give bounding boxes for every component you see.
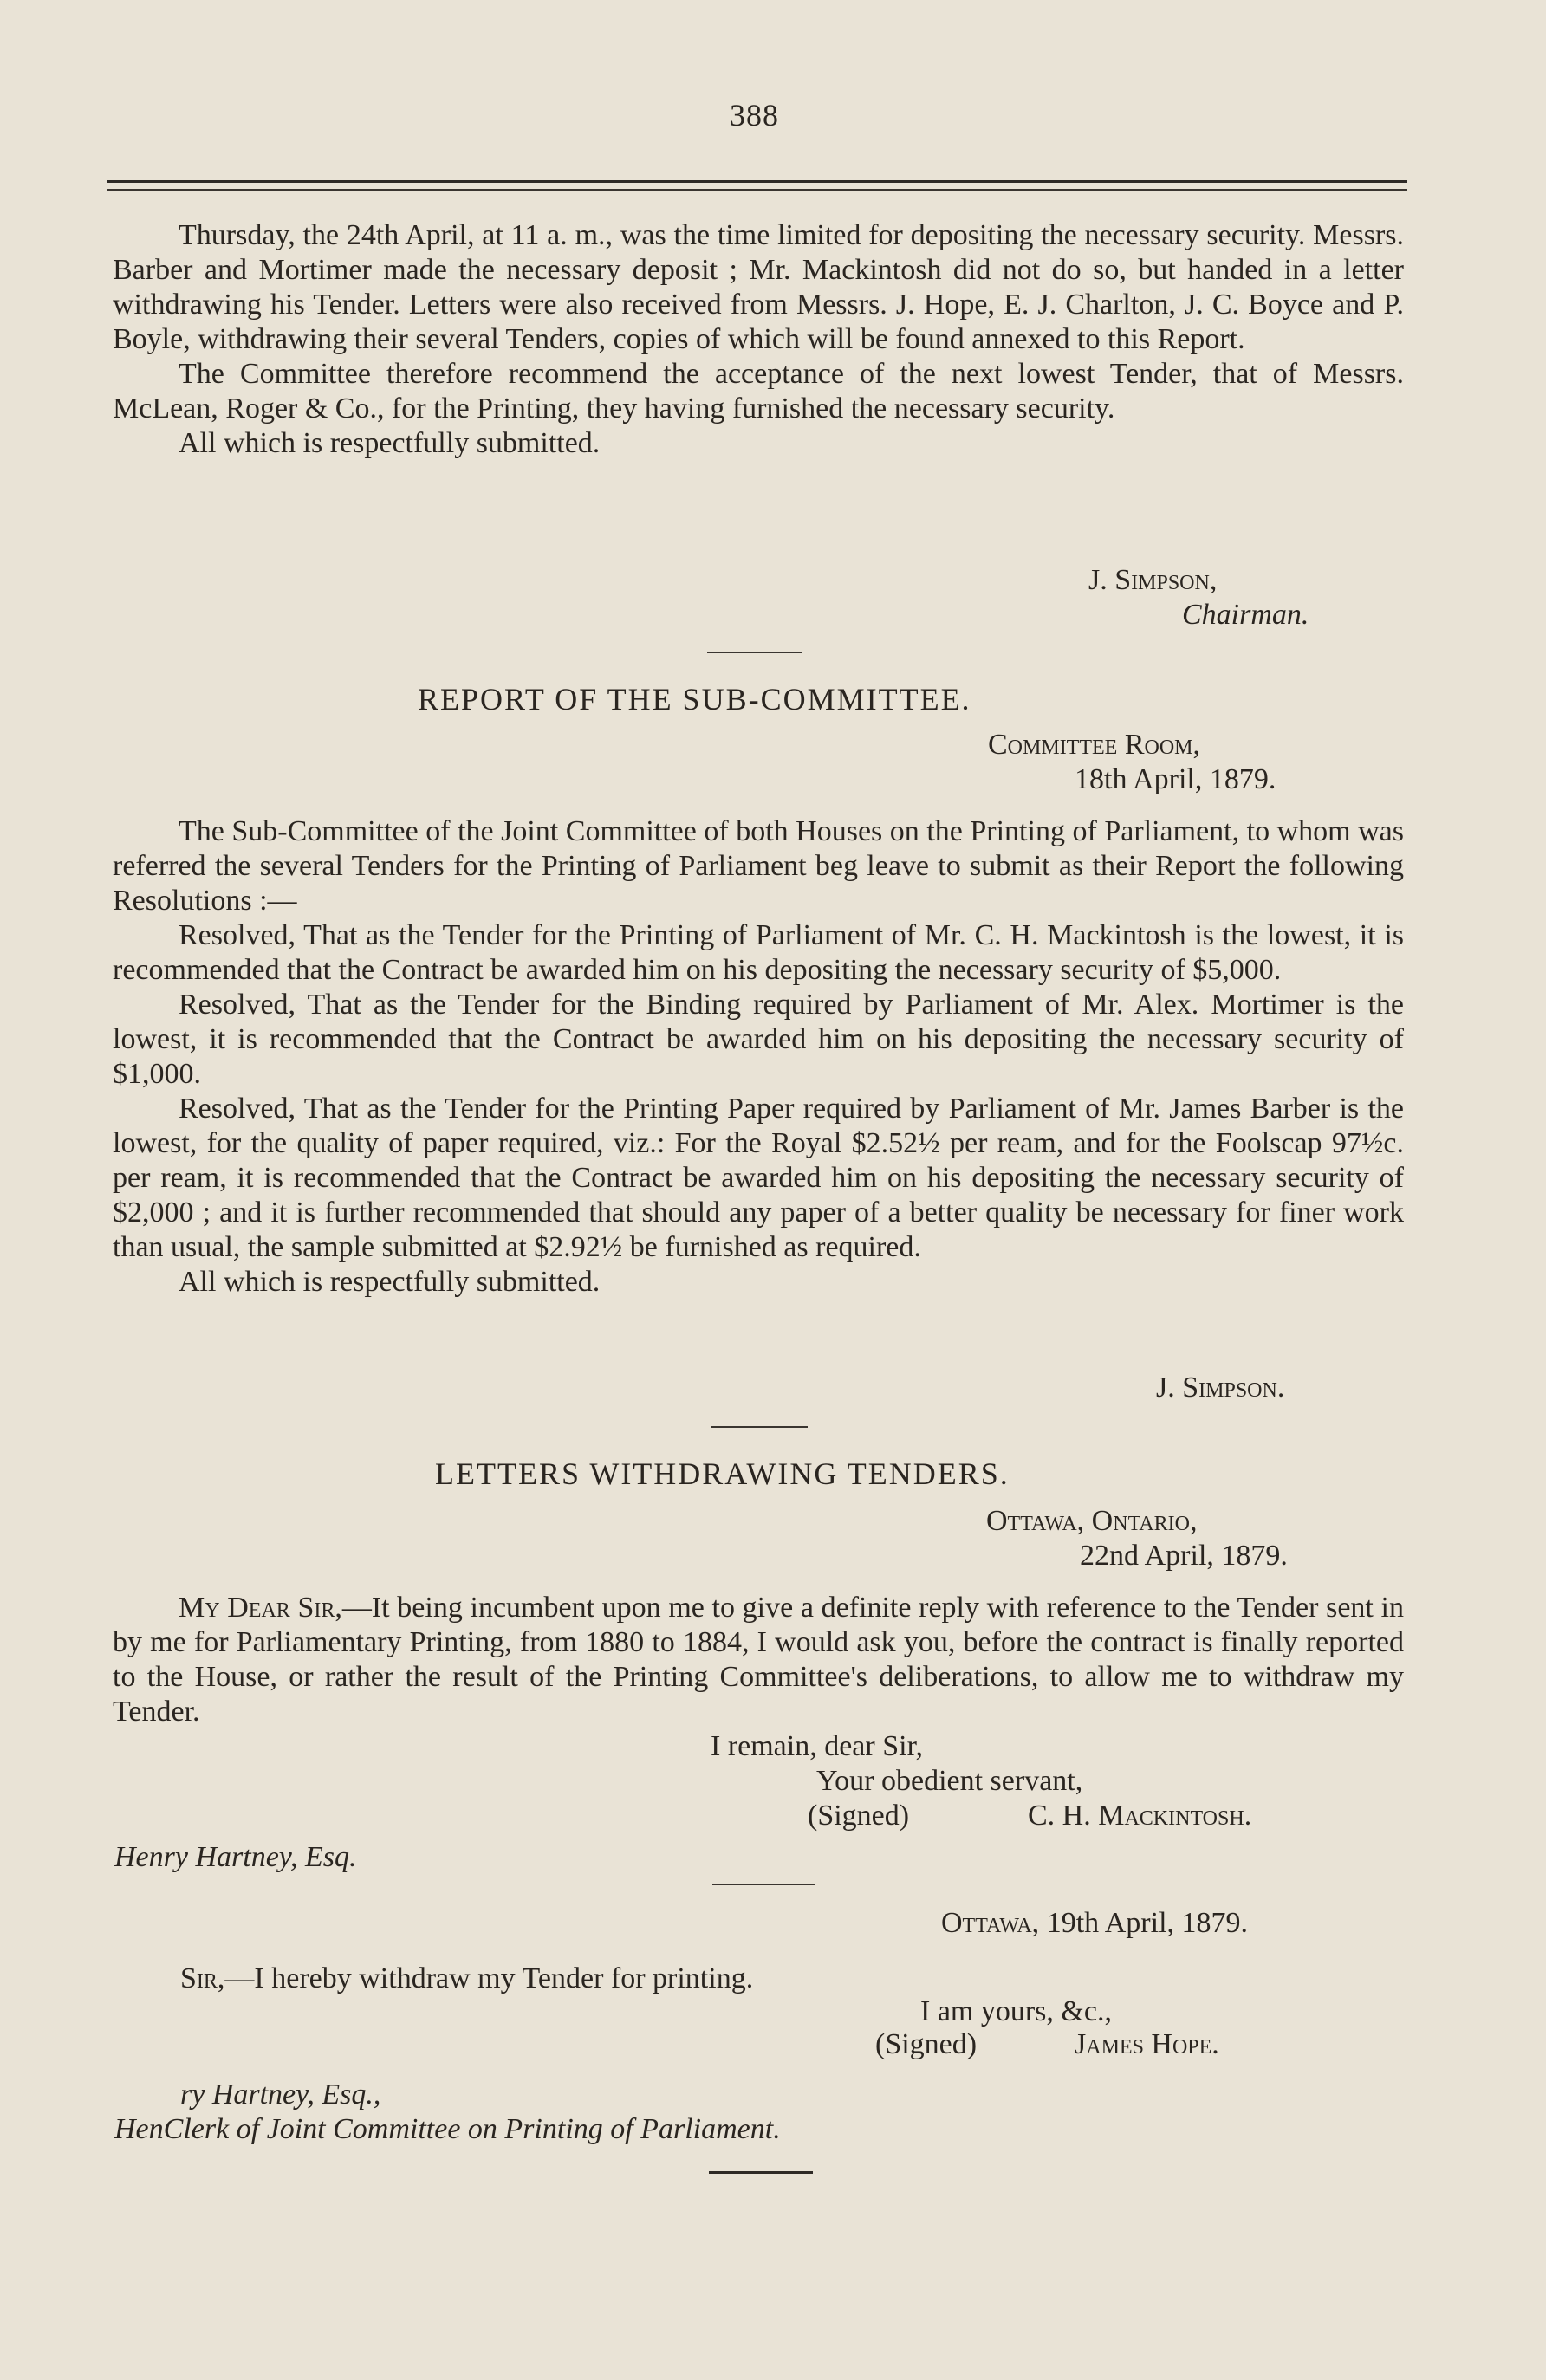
subcommittee-heading: REPORT OF THE SUB-COMMITTEE. [418, 682, 971, 717]
letter1-signer: C. H. Mackintosh. [1028, 1800, 1252, 1832]
section-divider-1 [707, 652, 802, 653]
resolution-3: Resolved, That as the Tender for the Printing Paper required by Parliament of Mr. James Barber is the lowest, for the quality of paper required, viz.: For the Royal $2.52½ per ream, and for the Foolscap 97½c. per ream, it is recommended that the Contract be awarded him on his depositing the necessary security of $2,000 ; and it is further recommended that should any paper of a better quality be necessary for finer work than usual, the sample submitted at $2.92½ be furnished as required. [113, 1093, 1404, 1263]
letter2-body [180, 1962, 753, 1996]
letter1-signed: (Signed) [808, 1800, 910, 1832]
letter2-close: I am yours, &c., [920, 1995, 1112, 2027]
letter1-close-2: Your obedient servant, [816, 1765, 1083, 1797]
letter1-date: 22nd April, 1879. [1080, 1540, 1288, 1572]
letter2-date: 19th April, 1879. [1046, 1907, 1249, 1939]
letter1-body [113, 1591, 1404, 1729]
end-divider [709, 2171, 813, 2174]
subcommittee-place: Committee Room, [988, 729, 1201, 761]
section-divider-2 [711, 1426, 808, 1428]
report-section [113, 218, 1404, 461]
report-paragraph-1: Thursday, the 24th April, at 11 a. m., was the time limited for depositing the necessary security. Messrs. Barber and Mortimer made the necessary deposit ; Mr. Mackintosh did not do so, but handed in a letter withdrawing his Tender. Letters were also received from Messrs. J. Hope, E. J. Charlton, J. C. Boyce and P. Boyle, withdrawing their several Tenders, copies of which will be found annexed to this Report. [113, 219, 1404, 355]
subcommittee-intro: The Sub-Committee of the Joint Committee of both Houses on the Printing of Parliament, to whom was referred the several Tenders for the Printing of Parliament beg leave to submit as their Report the following Resolutions :— [113, 815, 1404, 917]
letter1-text: —It being incumbent upon me to give a definite reply with reference to the Tender sent in by me for Parliamentary Printing, from 1880 to 1884, I would ask you, before the contract is finally reported to the House, or rather the result of the Printing Committee's deliberations, to allow me to withdraw my Tender. [113, 1592, 1404, 1728]
letter1-place: Ottawa, Ontario, [986, 1505, 1198, 1537]
report-closing: All which is respectfully submitted. [179, 427, 601, 459]
subcommittee-section [113, 814, 1404, 1300]
letter2-place-date [941, 1906, 1248, 1941]
letter-divider [712, 1884, 815, 1885]
subcommittee-signer: J. Simpson. [1156, 1372, 1285, 1404]
letter2-addressee-role: Clerk of Joint Committee on Printing of Parliament. [163, 2113, 781, 2145]
letter1-salutation: My Dear Sir, [179, 1592, 342, 1624]
letter2-signer: James Hope. [1075, 2028, 1219, 2060]
letter2-text: —I hereby withdraw my Tender for printing. [224, 1962, 754, 1994]
letters-heading: LETTERS WITHDRAWING TENDERS. [435, 1456, 1010, 1491]
letter2-signed: (Signed) [875, 2028, 978, 2060]
resolution-2: Resolved, That as the Tender for the Binding required by Parliament of Mr. Alex. Mortimer is the lowest, it is recommended that the Contract be awarded him on his depositing the necessary security of $1,000. [113, 989, 1404, 1090]
resolution-1: Resolved, That as the Tender for the Printing of Parliament of Mr. C. H. Mackintosh is the lowest, it is recommended that the Contract be awarded him on his depositing the necessary security of $5,000. [113, 919, 1404, 986]
letter2-addressee: ry Hartney, Esq., [180, 2078, 381, 2111]
report-signer: J. Simpson, [1088, 564, 1218, 596]
letter2-addressee-prefix: Hen [114, 2113, 164, 2145]
letter2-city: Ottawa, [941, 1907, 1040, 1939]
letter2-salutation: Sir, [180, 1962, 225, 1994]
letter2-addressee-title [114, 2112, 781, 2147]
letter1-addressee: Henry Hartney, Esq. [114, 1841, 357, 1873]
header-rule-top [107, 180, 1407, 183]
letter1-close-1: I remain, dear Sir, [711, 1730, 924, 1762]
page-number: 388 [730, 98, 779, 133]
subcommittee-date: 18th April, 1879. [1075, 763, 1276, 795]
letter1-body-block [113, 1591, 1404, 1729]
subcommittee-closing: All which is respectfully submitted. [179, 1266, 601, 1298]
header-rule-bottom [107, 189, 1407, 191]
report-signer-title: Chairman. [1182, 599, 1309, 631]
report-paragraph-2: The Committee therefore recommend the acceptance of the next lowest Tender, that of Messrs. McLean, Roger & Co., for the Printing, they having furnished the necessary security. [113, 358, 1404, 425]
